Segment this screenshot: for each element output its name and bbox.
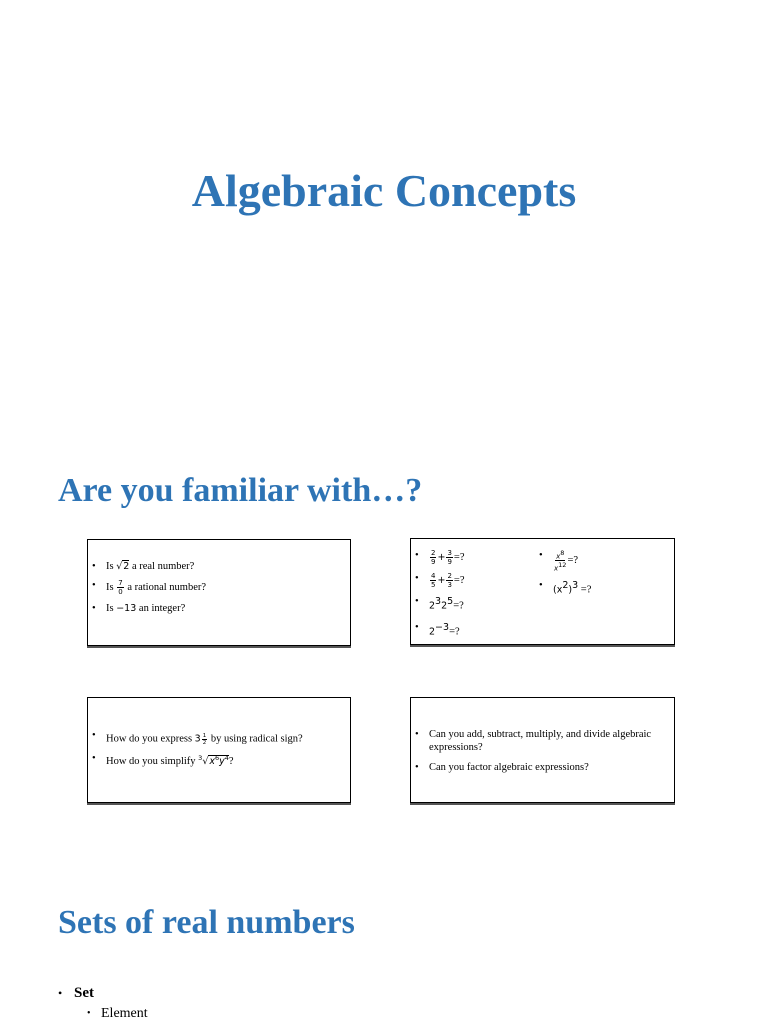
root-index: 3 [198, 754, 203, 762]
exponent: −3 [435, 621, 450, 633]
exponent: 2 [562, 579, 569, 591]
fraction [554, 549, 566, 573]
expr-power-product [413, 595, 533, 613]
question-rational [90, 579, 340, 596]
equals-question: =? [567, 555, 579, 567]
equals-question: =? [453, 574, 465, 586]
numerator [555, 549, 565, 561]
slide-box-expressions [410, 697, 675, 803]
expr-frac-sum-2 [413, 572, 533, 589]
q1-suffix: by using radical sign? [210, 733, 303, 745]
expr-frac-sum-1 [413, 549, 533, 566]
q2-prefix: Is [106, 581, 114, 593]
q3-suffix: an integer? [138, 603, 186, 614]
radicand [208, 755, 229, 767]
denominator: 9 [431, 558, 436, 566]
slide-box-radicals [87, 697, 351, 803]
q1-suffix: a real number? [131, 561, 195, 572]
page-title: Algebraic Concepts [191, 165, 577, 216]
numerator: 3 [447, 549, 452, 557]
base: 2 [441, 600, 448, 612]
numerator: 7 [118, 579, 123, 587]
list-item-label: Set [74, 985, 94, 1001]
denominator: 5 [431, 581, 436, 589]
equals-question: =? [453, 600, 464, 612]
denominator: 2 [202, 740, 207, 746]
equals-question: =? [449, 626, 460, 637]
numerator: • 4 [431, 572, 436, 580]
equals-question: =? [578, 584, 592, 596]
denominator: 0 [118, 588, 123, 596]
exponent: 3 [572, 579, 579, 591]
value: −13 [116, 603, 137, 614]
list-subitem-element [87, 1006, 387, 1022]
sqrt-symbol: √2 [116, 561, 130, 572]
numerator: • 2 [431, 549, 436, 557]
fraction [430, 572, 436, 589]
question-operations: • Can you add, subtract, multiply, and divide algebraic expressions? [413, 728, 671, 754]
fraction-exponent [202, 733, 208, 746]
question-factor: • Can you factor algebraic expressions? [413, 761, 671, 774]
variable: x [556, 552, 561, 561]
q3-prefix: Is [106, 603, 114, 614]
q1-prefix: Is [106, 561, 114, 572]
exponent: 5 [447, 596, 454, 607]
question-simplify [90, 752, 345, 768]
numerator: 2 [447, 572, 452, 580]
bullet: • [87, 1008, 91, 1019]
variable: x [209, 756, 215, 768]
q2-suffix: ? [228, 756, 234, 768]
base: 2 [429, 626, 436, 637]
plus-sign: + [437, 574, 446, 586]
denominator: 3 [447, 581, 452, 589]
fraction [446, 549, 452, 566]
fraction [446, 572, 452, 589]
expr-power-of-power [537, 579, 667, 597]
base: 2 [429, 600, 436, 612]
question-radical-sign [90, 729, 345, 746]
numerator: 1 [202, 733, 207, 739]
q2-prefix: How do you simplify [106, 756, 196, 768]
fraction [430, 549, 436, 566]
plus-sign: + [437, 551, 446, 563]
base: 3 [194, 733, 201, 745]
section-heading-sets: Sets of real numbers [58, 904, 355, 941]
expr-negative-power [413, 621, 533, 639]
slide-box-numbers [87, 539, 351, 646]
exponent: 4 [224, 754, 229, 762]
list-item-set [58, 985, 358, 1002]
exponent: 8 [560, 549, 565, 557]
q1-prefix: How do you express [106, 733, 193, 745]
section-heading-familiar: Are you familiar with…? [58, 472, 423, 509]
q2-suffix: a rational number? [127, 581, 207, 593]
expr-power-quotient [537, 549, 667, 573]
denominator: 9 [447, 558, 452, 566]
cube-root: $^3√x^6y^4$ [198, 754, 229, 768]
exponent: 12 [558, 561, 567, 570]
question-integer [90, 602, 340, 615]
paren-close: ) [568, 584, 573, 596]
radicand: 2 [123, 561, 130, 572]
variable: y [219, 756, 225, 768]
fraction [117, 579, 123, 596]
slide-box-operations [410, 538, 675, 645]
exponent: 3 [435, 596, 442, 607]
equals-question: =? [453, 551, 465, 563]
exponent: 6 [215, 754, 220, 762]
list-subitem-label: Element [101, 1006, 148, 1021]
question-sqrt2 [90, 560, 340, 573]
bullet: • [58, 986, 63, 1000]
variable: x [554, 564, 559, 573]
denominator [554, 561, 566, 572]
paren-open: (x [553, 584, 563, 596]
